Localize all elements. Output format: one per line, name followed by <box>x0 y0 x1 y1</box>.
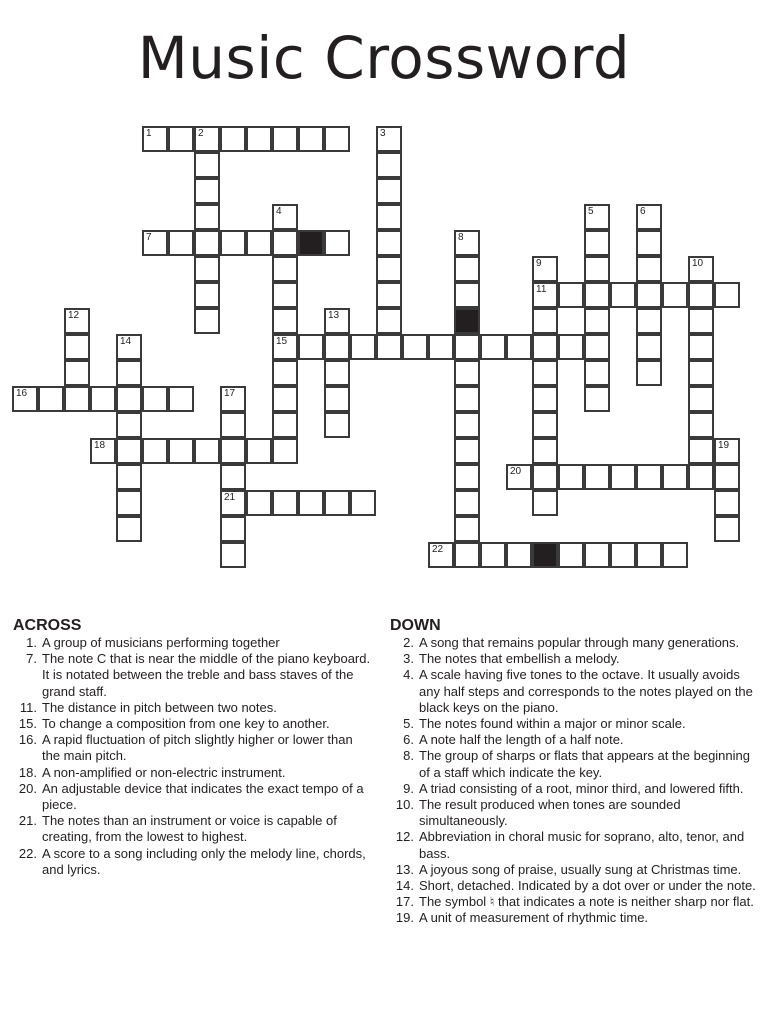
clue-number: 11. <box>19 699 37 715</box>
grid-cell[interactable] <box>324 386 350 412</box>
clue-text: A score to a song including only the melody line, chords, and lyrics. <box>42 845 366 877</box>
clue-number: 2. <box>403 635 414 650</box>
grid-cell[interactable] <box>688 386 714 412</box>
down-clue <box>390 635 760 651</box>
grid-cell[interactable] <box>532 412 558 438</box>
grid-cell[interactable] <box>376 282 402 308</box>
clue-number: 14 <box>120 336 132 347</box>
clue-text: A non-amplified or non-electric instrument. <box>42 764 286 780</box>
across-clues <box>13 617 373 878</box>
clue-number: 21 <box>224 492 236 503</box>
clue-text: A scale having five tones to the octave. It usually avoids any half steps and corresponds to the notes played on the black keys on the piano. <box>419 667 753 715</box>
grid-cell[interactable] <box>116 438 142 464</box>
grid-cell[interactable] <box>376 230 402 256</box>
grid-cell[interactable] <box>272 126 298 152</box>
grid-cell[interactable] <box>636 308 662 334</box>
grid-cell[interactable] <box>168 126 194 152</box>
grid-cell[interactable] <box>636 230 662 256</box>
clue-text: A note half the length of a half note. <box>419 732 624 748</box>
grid-cell[interactable] <box>168 230 194 256</box>
grid-cell[interactable] <box>220 230 246 256</box>
down-clue <box>390 878 760 894</box>
grid-cell[interactable] <box>584 542 610 568</box>
grid-cell[interactable] <box>636 334 662 360</box>
across-clue <box>13 781 373 813</box>
grid-cell[interactable] <box>194 126 220 152</box>
grid-cell[interactable] <box>454 360 480 386</box>
grid-cell[interactable] <box>636 256 662 282</box>
clue-number: 16 <box>16 388 28 399</box>
down-heading: DOWN <box>390 617 441 634</box>
clue-number: 9 <box>536 258 542 269</box>
grid-cell[interactable] <box>298 126 324 152</box>
clue-number: 4. <box>403 667 414 683</box>
grid-cell[interactable] <box>272 438 298 464</box>
clue-number: 20. <box>18 780 37 796</box>
grid-cell[interactable] <box>38 386 64 412</box>
clue-number: 3. <box>403 651 414 667</box>
grid-cell[interactable] <box>324 334 350 360</box>
grid-cell[interactable] <box>272 412 298 438</box>
grid-cell[interactable] <box>272 386 298 412</box>
grid-cell[interactable] <box>220 386 246 412</box>
clue-number: 8 <box>458 232 464 243</box>
grid-cell[interactable] <box>584 230 610 256</box>
grid-cell[interactable] <box>662 542 688 568</box>
clue-number: 18 <box>94 440 106 451</box>
down-clue <box>390 910 760 926</box>
down-clue <box>390 781 760 797</box>
grid-cell[interactable] <box>558 542 584 568</box>
grid-cell[interactable] <box>376 308 402 334</box>
clue-text: The group of sharps or flats that appears at the beginning of a staff which indicate the key. <box>419 748 750 780</box>
grid-cell[interactable] <box>584 464 610 490</box>
grid-cell[interactable] <box>64 334 90 360</box>
clue-text: Abbreviation in choral music for soprano, alto, tenor, and bass. <box>419 829 745 861</box>
grid-cell[interactable] <box>532 308 558 334</box>
grid-cell[interactable] <box>558 334 584 360</box>
grid-cell[interactable] <box>194 256 220 282</box>
grid-cell[interactable] <box>376 204 402 230</box>
clue-number: 12 <box>68 310 80 321</box>
grid-cell[interactable] <box>376 152 402 178</box>
grid-cell[interactable] <box>584 308 610 334</box>
grid-cell[interactable] <box>220 542 246 568</box>
grid-cell[interactable] <box>220 126 246 152</box>
clue-number: 5 <box>588 206 594 217</box>
clue-number: 19 <box>718 440 730 451</box>
grid-cell[interactable] <box>584 256 610 282</box>
grid-cell[interactable] <box>194 438 220 464</box>
grid-cell[interactable] <box>532 438 558 464</box>
grid-cell[interactable] <box>454 334 480 360</box>
black-cell <box>532 542 558 568</box>
grid-cell[interactable] <box>272 334 298 360</box>
grid-cell[interactable] <box>584 360 610 386</box>
grid-cell[interactable] <box>532 256 558 282</box>
grid-cell[interactable] <box>454 230 480 256</box>
clue-number: 10 <box>692 258 704 269</box>
grid-cell[interactable] <box>532 464 558 490</box>
grid-cell[interactable] <box>454 386 480 412</box>
grid-cell[interactable] <box>272 360 298 386</box>
grid-cell[interactable] <box>506 542 532 568</box>
grid-cell[interactable] <box>714 282 740 308</box>
grid-cell[interactable] <box>688 412 714 438</box>
clue-number: 10. <box>395 797 414 813</box>
clue-text: The notes that embellish a melody. <box>419 651 620 667</box>
grid-cell[interactable] <box>584 204 610 230</box>
grid-cell[interactable] <box>376 126 402 152</box>
grid-cell[interactable] <box>324 490 350 516</box>
grid-cell[interactable] <box>272 490 298 516</box>
grid-cell[interactable] <box>324 308 350 334</box>
grid-cell[interactable] <box>272 282 298 308</box>
clue-number: 12. <box>395 829 414 845</box>
grid-cell[interactable] <box>324 230 350 256</box>
grid-cell[interactable] <box>194 178 220 204</box>
grid-cell[interactable] <box>220 490 246 516</box>
grid-cell[interactable] <box>142 386 168 412</box>
clue-number: 6. <box>403 732 414 748</box>
clue-number: 17 <box>224 388 236 399</box>
clue-number: 7 <box>146 232 152 243</box>
grid-cell[interactable] <box>714 516 740 542</box>
grid-cell[interactable] <box>246 126 272 152</box>
grid-cell[interactable] <box>636 464 662 490</box>
clue-number: 6 <box>640 206 646 217</box>
grid-cell[interactable] <box>688 464 714 490</box>
page-title: Music Crossword <box>137 24 631 92</box>
grid-cell[interactable] <box>584 282 610 308</box>
grid-cell[interactable] <box>272 256 298 282</box>
down-clue-list <box>390 635 760 927</box>
grid-cell[interactable] <box>558 282 584 308</box>
clue-number: 13 <box>328 310 340 321</box>
grid-cell[interactable] <box>454 464 480 490</box>
grid-cell[interactable] <box>584 334 610 360</box>
grid-cell[interactable] <box>90 438 116 464</box>
grid-cell[interactable] <box>116 412 142 438</box>
grid-cell[interactable] <box>194 282 220 308</box>
grid-cell[interactable] <box>64 360 90 386</box>
clue-text: Short, detached. Indicated by a dot over or under the note. <box>419 878 756 894</box>
grid-cell[interactable] <box>246 230 272 256</box>
grid-cell[interactable] <box>324 360 350 386</box>
grid-cell[interactable] <box>194 230 220 256</box>
clue-number: 8. <box>403 748 414 764</box>
grid-cell[interactable] <box>532 490 558 516</box>
grid-cell[interactable] <box>272 308 298 334</box>
clue-number: 13. <box>395 861 414 877</box>
clue-text: The symbol ♮ that indicates a note is neither sharp nor flat. <box>419 894 754 910</box>
clue-number: 17. <box>395 894 414 910</box>
grid-cell[interactable] <box>376 256 402 282</box>
black-cell <box>454 308 480 334</box>
grid-cell[interactable] <box>662 464 688 490</box>
grid-cell[interactable] <box>246 438 272 464</box>
grid-cell[interactable] <box>688 308 714 334</box>
grid-cell[interactable] <box>116 386 142 412</box>
grid-cell[interactable] <box>428 542 454 568</box>
grid-cell[interactable] <box>220 438 246 464</box>
down-clue <box>390 829 760 861</box>
grid-cell[interactable] <box>428 334 454 360</box>
grid-cell[interactable] <box>610 282 636 308</box>
clue-number: 1 <box>146 128 152 139</box>
grid-cell[interactable] <box>324 126 350 152</box>
grid-cell[interactable] <box>194 204 220 230</box>
clue-number: 2 <box>198 128 204 139</box>
clue-text: The note C that is near the middle of the piano keyboard. It is notated between the treble and bass staves of the grand staff. <box>42 651 371 699</box>
grid-cell[interactable] <box>116 360 142 386</box>
down-clue <box>390 862 760 878</box>
grid-cell[interactable] <box>506 334 532 360</box>
across-clue <box>13 846 373 878</box>
clue-text: A group of musicians performing together <box>42 635 280 650</box>
clue-text: An adjustable device that indicates the exact tempo of a piece. <box>42 780 364 813</box>
clue-number: 9. <box>403 780 414 796</box>
across-clue <box>13 813 373 845</box>
grid-cell[interactable] <box>584 386 610 412</box>
grid-cell[interactable] <box>636 282 662 308</box>
grid-cell[interactable] <box>532 386 558 412</box>
clue-text: The notes found within a major or minor scale. <box>419 716 686 732</box>
clue-number: 22 <box>432 544 444 555</box>
grid-cell[interactable] <box>480 542 506 568</box>
across-clue <box>13 732 373 764</box>
grid-cell[interactable] <box>376 334 402 360</box>
grid-cell[interactable] <box>532 334 558 360</box>
down-clue <box>390 667 760 716</box>
grid-cell[interactable] <box>350 334 376 360</box>
grid-cell[interactable] <box>298 334 324 360</box>
grid-cell[interactable] <box>480 334 506 360</box>
grid-cell[interactable] <box>350 490 376 516</box>
clue-number: 5. <box>403 716 414 732</box>
grid-cell[interactable] <box>116 334 142 360</box>
grid-cell[interactable] <box>636 204 662 230</box>
grid-cell[interactable] <box>12 386 38 412</box>
grid-cell[interactable] <box>116 516 142 542</box>
grid-cell[interactable] <box>454 256 480 282</box>
crossword-grid <box>13 127 753 577</box>
grid-cell[interactable] <box>688 360 714 386</box>
grid-cell[interactable] <box>636 542 662 568</box>
clue-text: A joyous song of praise, usually sung at Christmas time. <box>419 861 742 877</box>
clue-number: 15 <box>276 336 288 347</box>
grid-cell[interactable] <box>532 360 558 386</box>
clue-number: 15. <box>18 716 37 732</box>
across-clue <box>13 700 373 716</box>
grid-cell[interactable] <box>454 516 480 542</box>
grid-cell[interactable] <box>90 386 116 412</box>
grid-cell[interactable] <box>454 542 480 568</box>
across-clue <box>13 651 373 700</box>
black-cell <box>298 230 324 256</box>
grid-cell[interactable] <box>454 438 480 464</box>
grid-cell[interactable] <box>272 204 298 230</box>
clue-number: 21. <box>18 813 37 829</box>
down-clue <box>390 894 760 910</box>
clue-number: 11 <box>536 284 547 295</box>
clue-number: 22. <box>18 845 37 861</box>
grid-cell[interactable] <box>688 282 714 308</box>
grid-cell[interactable] <box>636 360 662 386</box>
clue-number: 7. <box>26 651 37 667</box>
down-clue <box>390 748 760 780</box>
grid-cell[interactable] <box>220 516 246 542</box>
grid-cell[interactable] <box>688 438 714 464</box>
grid-cell[interactable] <box>142 230 168 256</box>
grid-cell[interactable] <box>220 412 246 438</box>
clue-number: 20 <box>510 466 522 477</box>
grid-cell[interactable] <box>714 464 740 490</box>
down-clue <box>390 732 760 748</box>
clue-number: 16. <box>18 732 37 748</box>
grid-cell[interactable] <box>558 464 584 490</box>
grid-cell[interactable] <box>376 178 402 204</box>
grid-cell[interactable] <box>610 542 636 568</box>
grid-cell[interactable] <box>454 490 480 516</box>
across-clue-list <box>13 635 373 878</box>
across-clue <box>13 716 373 732</box>
clue-text: A rapid fluctuation of pitch slightly higher or lower than the main pitch. <box>42 732 353 764</box>
grid-cell[interactable] <box>402 334 428 360</box>
grid-cell[interactable] <box>220 464 246 490</box>
grid-cell[interactable] <box>506 464 532 490</box>
grid-cell[interactable] <box>142 126 168 152</box>
grid-cell[interactable] <box>454 282 480 308</box>
clue-number: 1. <box>26 635 37 650</box>
clue-text: The result produced when tones are sounded simultaneously. <box>419 797 681 829</box>
across-clue <box>13 765 373 781</box>
down-clue <box>390 651 760 667</box>
grid-cell[interactable] <box>142 438 168 464</box>
across-clue <box>13 635 373 651</box>
grid-cell[interactable] <box>454 412 480 438</box>
grid-cell[interactable] <box>64 386 90 412</box>
grid-cell[interactable] <box>64 308 90 334</box>
grid-cell[interactable] <box>688 256 714 282</box>
grid-cell[interactable] <box>298 490 324 516</box>
grid-cell[interactable] <box>246 490 272 516</box>
down-clues <box>390 617 760 927</box>
clue-number: 3 <box>380 128 386 139</box>
clue-number: 19. <box>395 910 414 926</box>
down-clue <box>390 716 760 732</box>
grid-cell[interactable] <box>532 282 558 308</box>
grid-cell[interactable] <box>194 152 220 178</box>
grid-cell[interactable] <box>688 334 714 360</box>
clue-text: The notes than an instrument or voice is capable of creating, from the lowest to highest. <box>42 813 337 845</box>
clue-text: To change a composition from one key to another. <box>42 716 330 732</box>
clue-number: 4 <box>276 206 282 217</box>
grid-cell[interactable] <box>610 464 636 490</box>
clue-number: 14. <box>395 878 414 894</box>
across-heading: ACROSS <box>13 617 82 634</box>
grid-cell[interactable] <box>116 490 142 516</box>
grid-cell[interactable] <box>272 230 298 256</box>
grid-cell[interactable] <box>662 282 688 308</box>
grid-cell[interactable] <box>168 438 194 464</box>
grid-cell[interactable] <box>714 490 740 516</box>
clue-text: A unit of measurement of rhythmic time. <box>419 910 649 926</box>
clue-text: The distance in pitch between two notes. <box>42 699 277 715</box>
grid-cell[interactable] <box>168 386 194 412</box>
grid-cell[interactable] <box>714 438 740 464</box>
clue-text: A triad consisting of a root, minor third, and lowered fifth. <box>419 780 744 796</box>
clue-text: A song that remains popular through many generations. <box>419 635 740 650</box>
clue-number: 18. <box>18 764 37 780</box>
grid-cell[interactable] <box>116 464 142 490</box>
grid-cell[interactable] <box>194 308 220 334</box>
grid-cell[interactable] <box>324 412 350 438</box>
down-clue <box>390 797 760 829</box>
